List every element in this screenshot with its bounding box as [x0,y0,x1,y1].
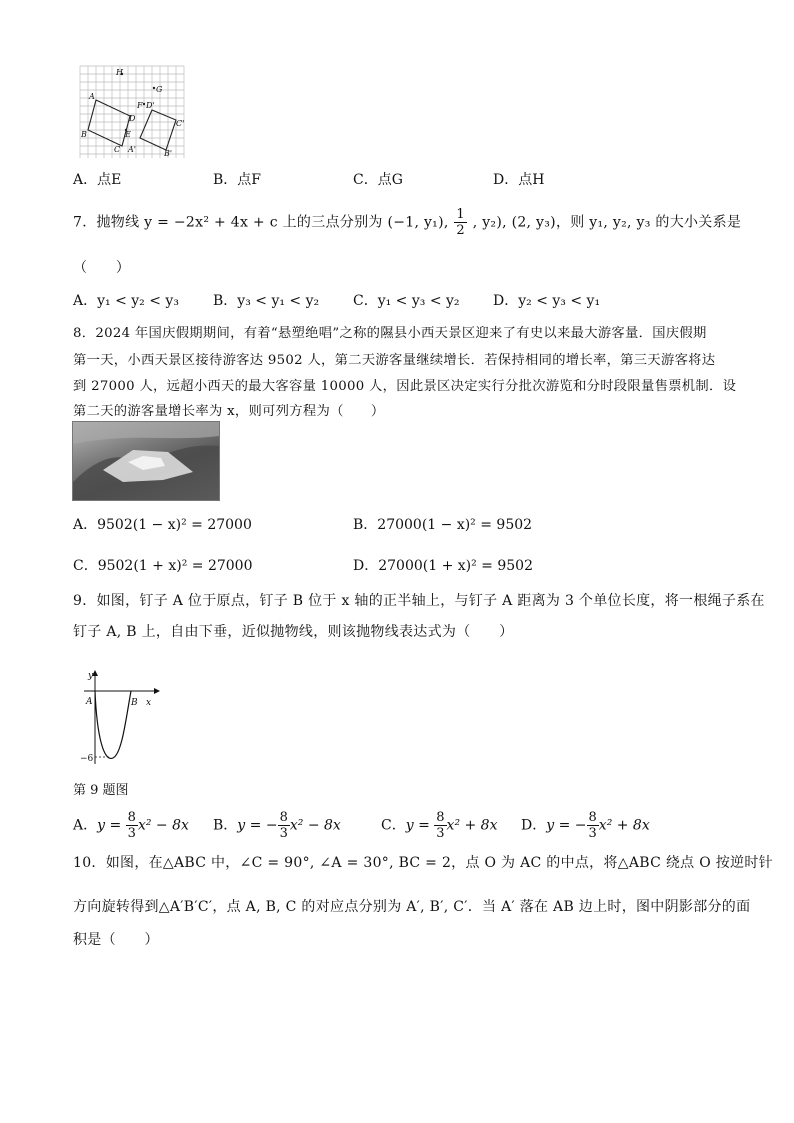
q7-stem-head: 7．抛物线 y = −2x² + 4x + c 上的三点分别为 (−1, y₁), [73,214,449,231]
q7-blank: （ ） [73,260,131,276]
q9-option-d[interactable]: D．y = − $\frac{8}{3}$ x² + 8x [521,810,650,841]
label-A-prime: A' [128,145,136,154]
q7-stem-tail: , y₂), (2, y₃)，则 y₁, y₂, y₃ 的大小关系是 [472,214,742,231]
q8-line-3: 到 27000 人，远超小西天的最大客容量 10000 人，因此景区决定实行分批次游览和分时段限量售票机制．设 [73,379,737,394]
q6-option-c[interactable]: C．点G [353,172,403,188]
label-A: A [89,92,95,101]
label-D: D [129,114,136,123]
q8-line-1: 8．2024 年国庆假期期间，有着“悬塑绝唱”之称的隰县小西天景区迎来了有史以来最大游客量．国庆假期 [73,326,707,341]
q9-line-1: 9．如图，钉子 A 位于原点，钉子 B 位于 x 轴的正半轴上，与钉子 A 距离为 3 个单位长度，将一根绳子系在 [73,593,765,609]
q7-stem [73,208,741,237]
q8-option-c[interactable]: C．9502(1 + x)² = 27000 [73,558,253,574]
q8-option-d[interactable]: D．27000(1 + x)² = 9502 [353,558,533,574]
q8-line-4: 第二天的游客量增长率为 x，则可列方程为（ ） [73,404,385,419]
q7-option-a[interactable]: A．y₁ < y₂ < y₃ [73,293,179,309]
graph-point-b: B [131,698,138,708]
q6-option-b[interactable]: B．点F [213,172,262,188]
label-D-prime: D' [146,101,155,110]
scenic-area-photo [72,421,220,501]
q10-line-2: 方向旋转得到△A′B′C′，点 A, B, C 的对应点分别为 A′, B′, C′．当 A′ 落在 AB 边上时，图中阴影部分的面 [73,899,751,915]
q9-option-a[interactable]: A．y = $\frac{8}{3}$ x² − 8x [73,810,189,841]
q6-grid-figure [78,64,186,160]
graph-x-label: x [146,698,152,708]
graph-y-label: y [88,671,94,681]
q8-option-b[interactable]: B．27000(1 − x)² = 9502 [353,517,533,533]
q7-option-d[interactable]: D．y₂ < y₃ < y₁ [493,293,601,309]
q9-caption: 第 9 题图 [73,783,129,798]
quad-abcd [88,100,130,146]
label-F: F [137,101,143,110]
q6-option-a[interactable]: A．点E [73,172,122,188]
q9-parabola-graph [80,668,160,768]
label-B-prime: B' [164,149,173,158]
q8-line-2: 第一天，小西天景区接待游客达 9502 人，第二天游客量继续增长．若保持相同的增长率，第三天游客将达 [73,353,716,368]
graph-point-a: A [86,697,93,707]
q9-line-2: 钉子 A, B 上，自由下垂，近似抛物线，则该抛物线表达式为（ ） [73,624,514,640]
q8-option-a[interactable]: A．9502(1 − x)² = 27000 [73,517,252,533]
q10-line-3: 积是（ ） [73,932,159,948]
q10-line-1: 10．如图，在△ABC 中，∠C = 90°, ∠A = 30°, BC = 2，点 O 为 AC 的中点，将△ABC 绕点 O 按逆时针 [73,855,773,871]
label-E: E [125,130,131,139]
label-H: H [116,68,123,77]
label-B: B [81,130,87,139]
label-C: C [114,145,121,154]
q9-option-c[interactable]: C．y = $\frac{8}{3}$ x² + 8x [381,810,498,841]
q7-option-b[interactable]: B．y₃ < y₁ < y₂ [213,293,320,309]
q9-option-b[interactable]: B．y = − $\frac{8}{3}$ x² − 8x [213,810,341,841]
label-G: G [156,85,163,94]
q6-option-d[interactable]: D．点H [493,172,545,188]
q7-option-c[interactable]: C．y₁ < y₃ < y₂ [353,293,460,309]
label-C-prime: C' [176,119,185,128]
q7-fraction: $\frac{1}{2}$ [456,207,465,238]
graph-min-label: −6 [80,754,94,764]
